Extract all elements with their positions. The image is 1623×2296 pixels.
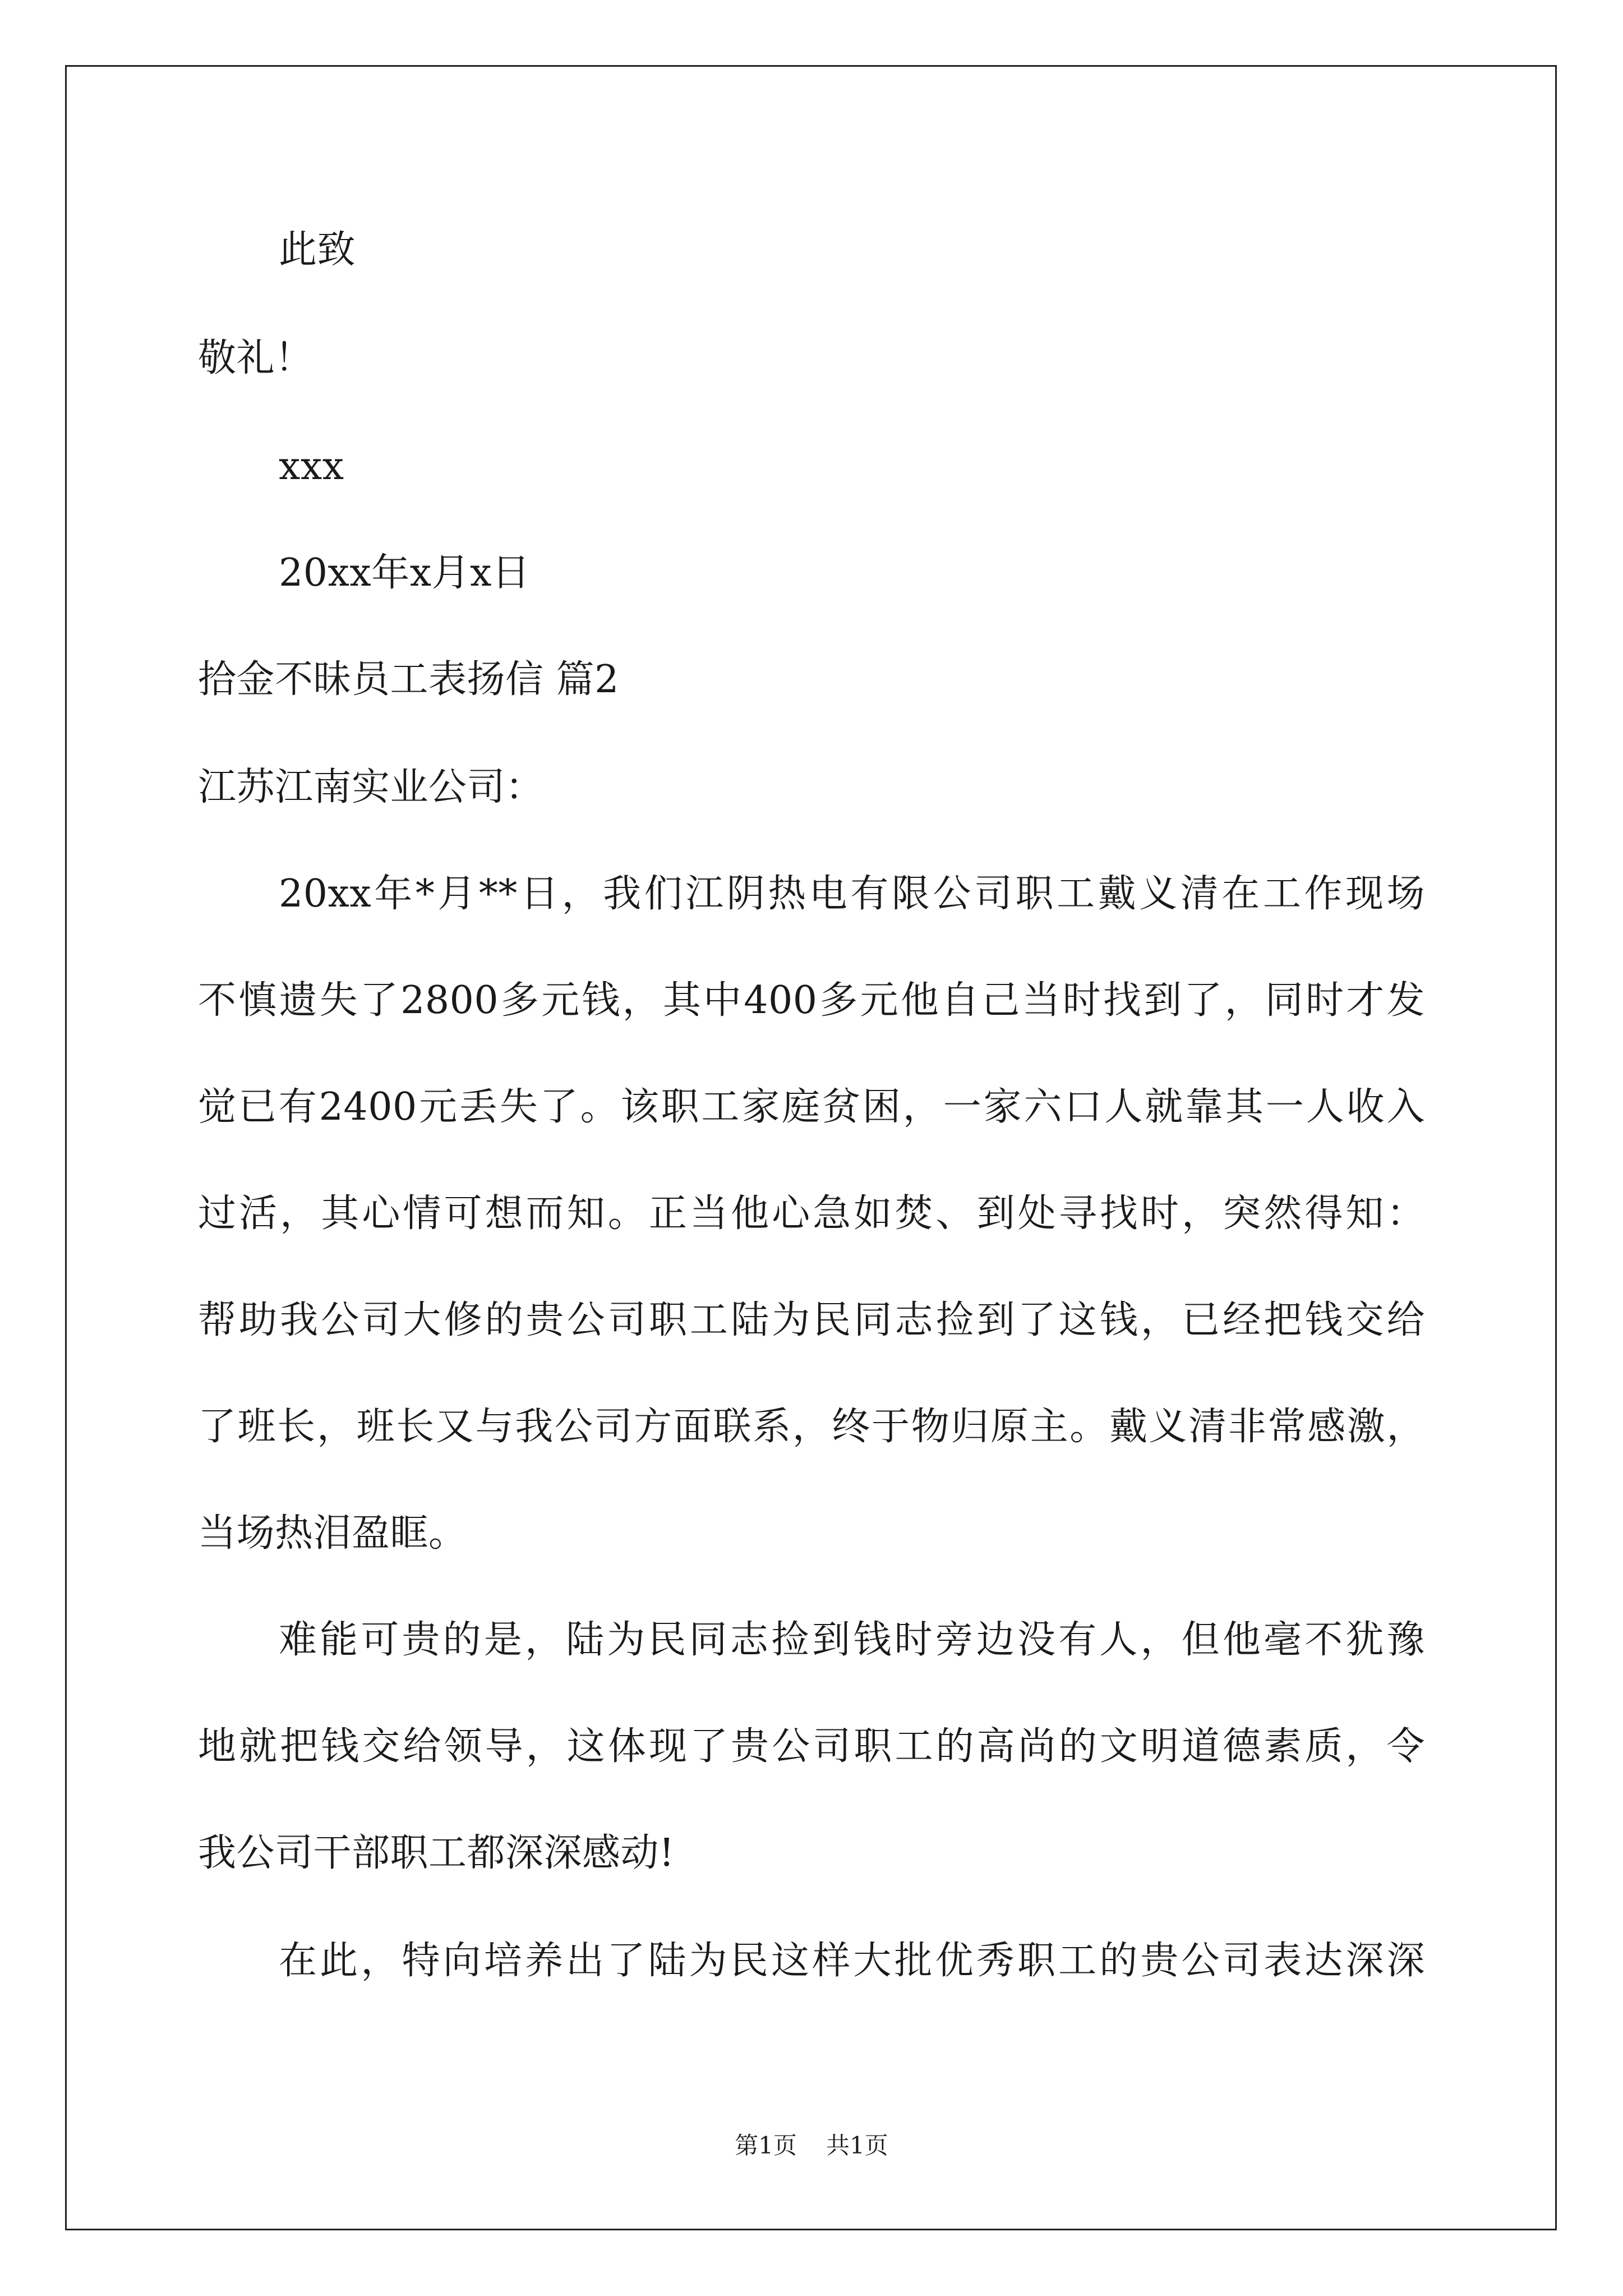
body-line: 难能可贵的是，陆为民同志捡到钱时旁边没有人，但他毫不犹豫 <box>279 1618 1425 1662</box>
body-line: 我公司干部职工都深深感动! <box>198 1831 675 1875</box>
page-border <box>65 65 1557 2230</box>
salutation-text: 此致 <box>279 228 356 272</box>
page-footer <box>0 2134 1623 2157</box>
body-line: 觉已有2400元丢失了。该职工家庭贫困，一家六口人就靠其一人收入 <box>198 1085 1425 1129</box>
recipient-text: 江苏江南实业公司： <box>198 765 544 809</box>
body-line: 过活，其心情可想而知。正当他心急如焚、到处寻找时，突然得知： <box>198 1191 1425 1236</box>
body-line: 地就把钱交给领导，这体现了贵公司职工的高尚的文明道德素质，令 <box>198 1724 1425 1769</box>
date-text: 20xx年x月x日 <box>279 551 531 595</box>
signature-text: xxx <box>279 444 344 489</box>
body-line: 了班长，班长又与我公司方面联系，终于物归原主。戴义清非常感激， <box>198 1405 1425 1449</box>
page-number-current: 第1页 <box>735 2132 797 2159</box>
page-number-total: 共1页 <box>826 2132 888 2159</box>
body-line: 不慎遗失了2800多元钱，其中400多元他自己当时找到了，同时才发 <box>198 978 1425 1023</box>
body-line: 20xx年*月**日，我们江阴热电有限公司职工戴义清在工作现场 <box>279 872 1425 916</box>
body-line: 帮助我公司大修的贵公司职工陆为民同志捡到了这钱，已经把钱交给 <box>198 1298 1425 1342</box>
body-line: 当场热泪盈眶。 <box>198 1511 467 1556</box>
regards-text: 敬礼！ <box>198 336 313 380</box>
body-line: 在此，特向培养出了陆为民这样大批优秀职工的贵公司表达深深 <box>279 1939 1425 1983</box>
letter-title: 拾金不昧员工表扬信 篇2 <box>198 657 619 702</box>
